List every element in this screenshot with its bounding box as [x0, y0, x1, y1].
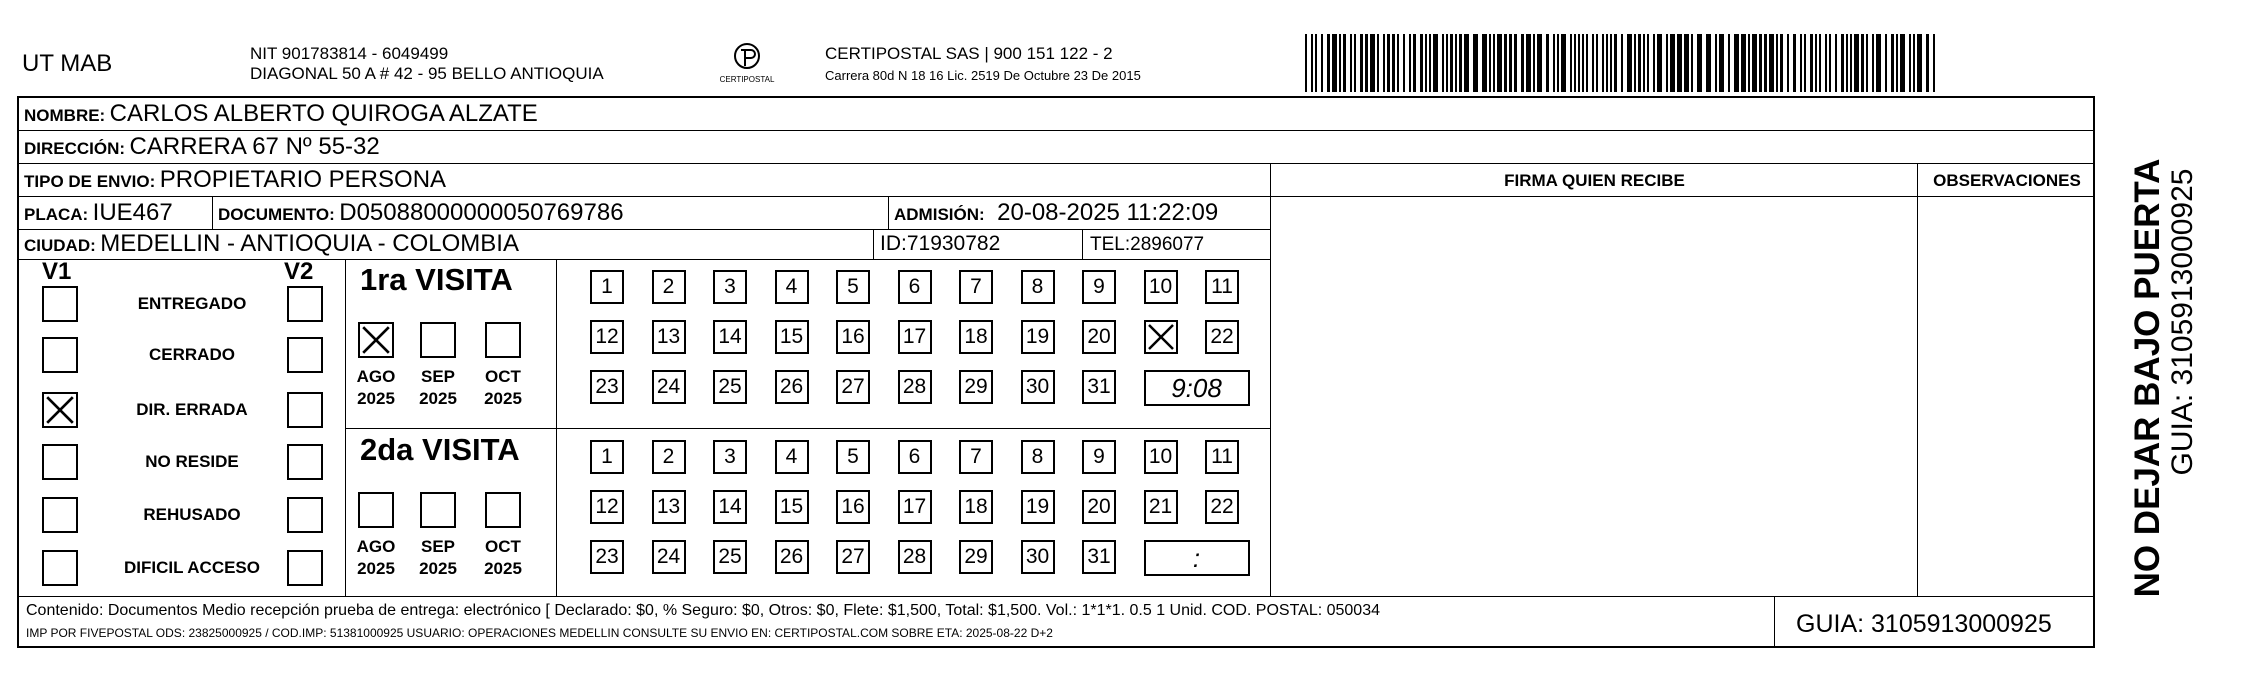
v2-checkbox[interactable]: [287, 392, 323, 428]
day-box[interactable]: 6: [898, 440, 932, 474]
carrier-name: CERTIPOSTAL SAS | 900 151 122 - 2: [825, 44, 1113, 63]
observaciones-header: OBSERVACIONES: [1933, 171, 2081, 190]
v2-checkbox[interactable]: [287, 286, 323, 322]
day-box[interactable]: 7: [959, 440, 993, 474]
day-box[interactable]: 28: [898, 370, 932, 404]
side-guia: GUIA: 3105913000925: [2166, 168, 2199, 476]
day-box[interactable]: 30: [1021, 370, 1055, 404]
day-box[interactable]: 28: [898, 540, 932, 574]
status-label: CERRADO: [149, 345, 235, 364]
ciudad-field: [24, 230, 519, 258]
day-box[interactable]: 31: [1082, 540, 1116, 574]
firma-header: FIRMA QUIEN RECIBE: [1504, 171, 1685, 190]
day-box[interactable]: 2: [652, 270, 686, 304]
side-title: NO DEJAR BAJO PUERTA: [2128, 158, 2167, 598]
v1-checkbox[interactable]: [42, 550, 78, 586]
day-box[interactable]: 13: [652, 490, 686, 524]
placa-value: IUE467: [92, 199, 173, 226]
day-box[interactable]: 11: [1205, 440, 1239, 474]
tipo-label: TIPO DE ENVIO:: [24, 172, 156, 191]
day-box[interactable]: 14: [713, 320, 747, 354]
day-box[interactable]: 19: [1021, 490, 1055, 524]
day-box[interactable]: 17: [898, 320, 932, 354]
day-box[interactable]: 16: [836, 490, 870, 524]
month-name: AGO: [356, 537, 396, 556]
day-box[interactable]: 7: [959, 270, 993, 304]
day-box[interactable]: 10: [1144, 440, 1178, 474]
month-year: 2025: [419, 559, 457, 578]
visit1-title: 1ra VISITA: [360, 262, 513, 297]
v1-header: V1: [42, 258, 72, 285]
day-box[interactable]: 1: [590, 440, 624, 474]
footer-imp: IMP POR FIVEPOSTAL ODS: 23825000925 / COD.IMP: 51381000925 USUARIO: OPERACIONES MEDELLIN CONSULTE SU ENVIO EN: CERTIPOSTAL.COM SOBRE ETA: 2025-08-22 D+2: [26, 626, 1053, 640]
day-box[interactable]: 20: [1082, 490, 1116, 524]
month-checkbox[interactable]: [358, 492, 394, 528]
day-box[interactable]: 22: [1205, 320, 1239, 354]
day-box[interactable]: 24: [652, 540, 686, 574]
tipo-value: PROPIETARIO PERSONA: [159, 166, 447, 193]
footer-contenido: Contenido: Documentos Medio recepción prueba de entrega: electrónico [ Declarado: $0, % Seguro: $0, Otros: $0, Flete: $1,500, Total: $1,500. Vol.: 1*1*1. 0.5 1 Unid. COD. POSTAL: 050034: [26, 602, 1380, 619]
day-box[interactable]: 24: [652, 370, 686, 404]
day-box[interactable]: 3: [713, 440, 747, 474]
month-year: 2025: [484, 389, 522, 408]
ciudad-value: MEDELLIN - ANTIOQUIA - COLOMBIA: [100, 230, 519, 257]
day-box[interactable]: 18: [959, 490, 993, 524]
day-box[interactable]: 2: [652, 440, 686, 474]
day-box[interactable]: 22: [1205, 490, 1239, 524]
day-box[interactable]: 26: [775, 370, 809, 404]
company-address: DIAGONAL 50 A # 42 - 95 BELLO ANTIOQUIA: [250, 64, 604, 83]
direccion-value: CARRERA 67 Nº 55-32: [129, 133, 380, 160]
month-checkbox[interactable]: [358, 322, 394, 358]
footer-guia: GUIA: 3105913000925: [1796, 610, 2052, 638]
month-checkbox[interactable]: [485, 492, 521, 528]
status-label: REHUSADO: [143, 505, 241, 524]
month-label: [471, 366, 535, 410]
company-name: UT MAB: [22, 50, 113, 77]
month-checkbox[interactable]: [485, 322, 521, 358]
placa-label: PLACA:: [24, 205, 89, 224]
day-box[interactable]: 25: [713, 370, 747, 404]
month-name: AGO: [356, 367, 396, 386]
day-box[interactable]: 8: [1021, 440, 1055, 474]
v1-checkbox[interactable]: [42, 392, 78, 428]
status-label: ENTREGADO: [137, 294, 247, 313]
status-label: NO RESIDE: [145, 452, 239, 471]
direccion-label: DIRECCIÓN:: [24, 139, 126, 158]
day-box[interactable]: 20: [1082, 320, 1116, 354]
month-name: SEP: [420, 367, 456, 386]
month-label: [406, 536, 470, 580]
day-box[interactable]: 18: [959, 320, 993, 354]
v1-checkbox[interactable]: [42, 497, 78, 533]
v1-checkbox[interactable]: [42, 286, 78, 322]
time-field[interactable]: 9:08: [1144, 370, 1250, 406]
visit2-title: 2da VISITA: [360, 432, 520, 467]
status-label: DIR. ERRADA: [136, 400, 248, 419]
day-box[interactable]: 26: [775, 540, 809, 574]
nombre-row: [24, 100, 538, 128]
day-box[interactable]: 6: [898, 270, 932, 304]
day-box[interactable]: 12: [590, 320, 624, 354]
day-box[interactable]: 4: [775, 270, 809, 304]
direccion-row: [24, 133, 380, 161]
month-name: OCT: [485, 367, 521, 386]
day-box[interactable]: 5: [836, 440, 870, 474]
month-year: 2025: [419, 389, 457, 408]
day-box[interactable]: 23: [590, 370, 624, 404]
month-checkbox[interactable]: [420, 322, 456, 358]
tel-value: TEL:2896077: [1090, 234, 1205, 255]
ciudad-label: CIUDAD:: [24, 236, 96, 255]
month-year: 2025: [357, 559, 395, 578]
certipostal-logo: [712, 40, 782, 90]
v2-checkbox[interactable]: [287, 337, 323, 373]
day-box[interactable]: 5: [836, 270, 870, 304]
day-box[interactable]: 25: [713, 540, 747, 574]
month-label: [406, 366, 470, 410]
id-value: ID:71930782: [880, 232, 1001, 255]
month-year: 2025: [484, 559, 522, 578]
v2-header: V2: [284, 258, 314, 285]
v2-checkbox[interactable]: [287, 550, 323, 586]
day-box[interactable]: 14: [713, 490, 747, 524]
admision-field: [894, 199, 1218, 227]
day-box[interactable]: 23: [590, 540, 624, 574]
day-box[interactable]: 29: [959, 540, 993, 574]
time-field[interactable]: :: [1144, 540, 1250, 576]
status-label: DIFICIL ACCESO: [123, 558, 260, 577]
admision-label: ADMISIÓN:: [894, 205, 985, 224]
day-box[interactable]: 12: [590, 490, 624, 524]
month-name: SEP: [420, 537, 456, 556]
day-box[interactable]: 27: [836, 540, 870, 574]
day-box[interactable]: 13: [652, 320, 686, 354]
day-box[interactable]: 15: [775, 320, 809, 354]
admision-value: 20-08-2025 11:22:09: [997, 199, 1219, 226]
day-box[interactable]: 1: [590, 270, 624, 304]
carrier-license: Carrera 80d N 18 16 Lic. 2519 De Octubre 23 De 2015: [825, 68, 1141, 83]
v2-checkbox[interactable]: [287, 497, 323, 533]
day-box[interactable]: 15: [775, 490, 809, 524]
day-box[interactable]: 8: [1021, 270, 1055, 304]
day-box[interactable]: 4: [775, 440, 809, 474]
barcode: [1305, 34, 1940, 92]
day-box[interactable]: 21: [1144, 490, 1178, 524]
v2-checkbox[interactable]: [287, 444, 323, 480]
day-box[interactable]: 30: [1021, 540, 1055, 574]
day-box[interactable]: 9: [1082, 440, 1116, 474]
tipo-row: [24, 166, 446, 194]
day-box[interactable]: 11: [1205, 270, 1239, 304]
nombre-value: CARLOS ALBERTO QUIROGA ALZATE: [109, 100, 538, 127]
day-box[interactable]: [1144, 320, 1178, 354]
day-box[interactable]: 27: [836, 370, 870, 404]
placa-field: [24, 199, 173, 227]
documento-value: D05088000000050769786: [339, 199, 624, 226]
v1-checkbox[interactable]: [42, 444, 78, 480]
v1-checkbox[interactable]: [42, 337, 78, 373]
svg-text:CERTIPOSTAL: CERTIPOSTAL: [719, 75, 775, 84]
documento-label: DOCUMENTO:: [218, 205, 335, 224]
month-year: 2025: [357, 389, 395, 408]
month-label: [344, 536, 408, 580]
month-label: [344, 366, 408, 410]
day-box[interactable]: 10: [1144, 270, 1178, 304]
day-box[interactable]: 29: [959, 370, 993, 404]
documento-field: [218, 199, 624, 227]
nombre-label: NOMBRE:: [24, 106, 106, 125]
day-box[interactable]: 3: [713, 270, 747, 304]
day-box[interactable]: 9: [1082, 270, 1116, 304]
month-label: [471, 536, 535, 580]
month-checkbox[interactable]: [420, 492, 456, 528]
company-nit: NIT 901783814 - 6049499: [250, 44, 449, 63]
day-box[interactable]: 16: [836, 320, 870, 354]
day-box[interactable]: 31: [1082, 370, 1116, 404]
day-box[interactable]: 17: [898, 490, 932, 524]
month-name: OCT: [485, 537, 521, 556]
day-box[interactable]: 19: [1021, 320, 1055, 354]
